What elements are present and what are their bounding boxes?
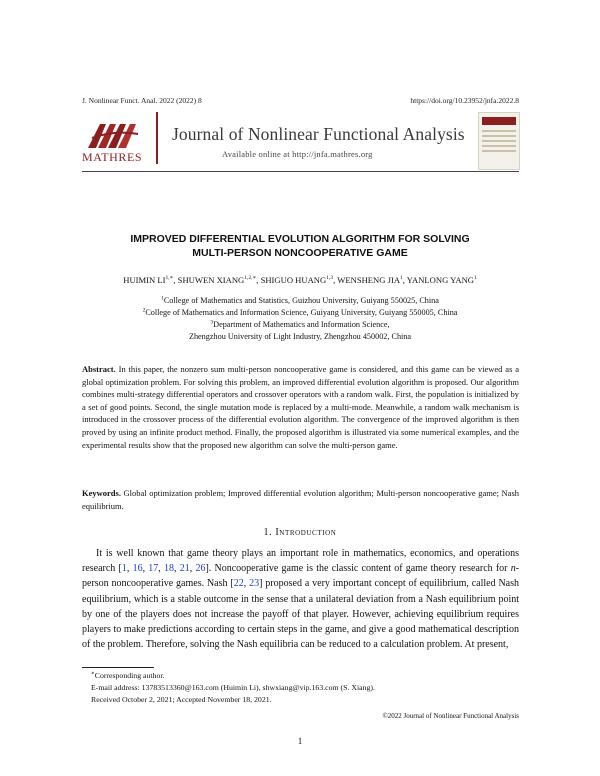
mathres-logo-icon	[86, 120, 142, 150]
citation-link[interactable]: 26	[195, 563, 206, 575]
author-list	[0, 275, 600, 285]
journal-name: Journal of Nonlinear Functional Analysis	[172, 124, 465, 144]
author-affiliation-mark: 1,∗	[165, 275, 174, 282]
citation-link[interactable]: 1	[121, 563, 127, 575]
affiliation-text: College of Mathematics and Information Science, Guiyang University, Guiyang 550005, China	[145, 308, 458, 317]
footnote-mark: ∗	[91, 670, 95, 677]
affiliation-3-cont	[0, 331, 600, 343]
affiliation-text: College of Mathematics and Statistics, Guizhou University, Guiyang 550025, China	[163, 296, 439, 305]
abstract-label: Abstract.	[82, 364, 116, 374]
affiliation-3	[0, 319, 600, 331]
footnote-rule	[82, 667, 154, 668]
keywords-text: Global optimization problem; Improved differential evolution algorithm; Multi-person noncooperative game; Nash equilibrium.	[82, 488, 519, 511]
keywords-label: Keywords.	[82, 488, 121, 498]
affiliation-text: Department of Mathematics and Information Science,	[213, 320, 390, 329]
paper-title-line-2: MULTI-PERSON NONCOOPERATIVE GAME	[192, 247, 408, 259]
affiliation-mark: 1	[161, 295, 164, 302]
doi-link[interactable]: https://doi.org/10.23952/jnfa.2022.8	[410, 96, 519, 105]
citation-link[interactable]: 23	[249, 578, 260, 590]
citation-link[interactable]: 22	[233, 578, 244, 590]
author-separator: ,	[256, 275, 261, 285]
author-affiliation-mark: 1	[474, 275, 477, 282]
logo-text: MATHRES	[82, 150, 143, 164]
citation-link[interactable]: 17	[148, 563, 159, 575]
author-separator: ,	[402, 275, 407, 285]
footnote-corresponding	[82, 670, 519, 682]
section-number: 1.	[263, 527, 273, 538]
author-separator: ,	[173, 275, 178, 285]
keywords	[82, 487, 519, 512]
citation-link[interactable]: 18	[164, 563, 174, 575]
author-affiliation-mark: 1	[400, 275, 403, 282]
abstract-text: In this paper, the nonzero sum multi-person noncooperative game is considered, and this game can be viewed as a global optimization problem. For solving this problem, an improved differential evolution algorithm is proposed. Our algorithm combines multi-strategy differential operators and crossover operators with a random walk. First, the population is initialized by a set of good points. Second, the single mutation mode is replaced by a multi-mode. Meanwhile, a random walk mechanism is introduced in the crossover process of the differential evolution algorithm. The convergence of the improved algorithm is then proved by using an infinite product method. Finally, the proposed algorithm is illustrated via some numerical examples, and the experimental results show that the proposed new algorithm can solve the multi-person game.	[82, 364, 520, 450]
banner-divider	[156, 112, 158, 164]
footnote-email: E-mail address: 13783513360@163.com (Huimin Li), shwxiang@vip.163.com (S. Xiang).	[91, 683, 375, 692]
author-name: YANLONG YANG	[406, 275, 474, 285]
author-affiliation-mark: 1,2,∗	[244, 275, 257, 282]
header-rule	[82, 171, 519, 172]
intro-text: It is well known that game theory plays an important role in mathematics, economics, and operations research [	[82, 548, 519, 575]
section-heading	[0, 527, 600, 538]
author-affiliation-mark: 1,3	[326, 275, 334, 282]
affiliation-1	[0, 295, 600, 307]
intro-text: ]. Noncooperative game is the classic content of game theory research for	[205, 563, 511, 575]
author-separator: ,	[333, 275, 338, 285]
intro-text: -person noncooperative games. Nash [	[82, 563, 520, 590]
affiliation-text: Zhengzhou University of Light Industry, Zhengzhou 450002, China	[188, 332, 412, 341]
math-variable: n	[510, 563, 516, 575]
author-name: SHUWEN XIANG	[177, 275, 245, 285]
copyright: ©2022 Journal of Nonlinear Functional Analysis	[382, 712, 519, 720]
journal-availability: Available online at http://jnfa.mathres.org	[222, 149, 373, 159]
author-name: WENSHENG JIA	[337, 275, 401, 285]
journal-banner	[82, 106, 519, 168]
author-name: SHIGUO HUANG	[260, 275, 327, 285]
footnote-text: Corresponding author.	[94, 671, 165, 680]
author-name: HUIMIN LI	[123, 275, 166, 285]
citation-link[interactable]: 16	[132, 563, 143, 575]
affiliations	[0, 295, 600, 343]
affiliation-mark: 3	[210, 319, 214, 326]
section-title: Introduction	[275, 527, 337, 538]
affiliation-mark: 2	[142, 307, 146, 314]
journal-cover-thumbnail	[478, 112, 520, 170]
intro-text: ] proposed a very important concept of equilibrium, called Nash equilibrium, which is a stable outcome in the sense that a unilateral deviation from a Nash equilibrium point by one of the players does not increase the payoff of that player. However, achieving equilibrium requires players to make predictions according to certain steps in the game, and give a good mathematical description of the problem. Therefore, solving the Nash equilibria can be reduced to a calculation problem. At present,	[82, 578, 520, 651]
introduction-paragraph: It is well known that game theory plays an important role in mathematics, economics, and operations research [1, 16, 17, 18, 21, 26]. Noncooperative game is the classic content of game theory research for n-person noncooperative games. Nash [22, 23] proposed a very important concept of equilibrium, called Nash equilibrium, which is a stable outcome in the sense that a unilateral deviation from a Nash equilibrium point by one of the players does not increase the payoff of that player. However, achieving equilibrium requires players to make predictions according to certain steps in the game, and give a good mathematical description of the problem. Therefore, solving the Nash equilibria can be reduced to a calculation problem. At present,	[82, 548, 520, 651]
affiliation-2	[0, 307, 600, 319]
citation-link[interactable]: 21	[179, 563, 190, 575]
footnotes	[82, 670, 519, 706]
journal-reference: J. Nonlinear Funct. Anal. 2022 (2022) 8	[82, 96, 202, 105]
page-number: 1	[297, 736, 303, 746]
footnote-received: Received October 2, 2021; Accepted November 18, 2021.	[91, 695, 272, 704]
abstract	[82, 363, 519, 451]
paper-title-line-1: IMPROVED DIFFERENTIAL EVOLUTION ALGORITHM FOR SOLVING	[130, 233, 470, 245]
